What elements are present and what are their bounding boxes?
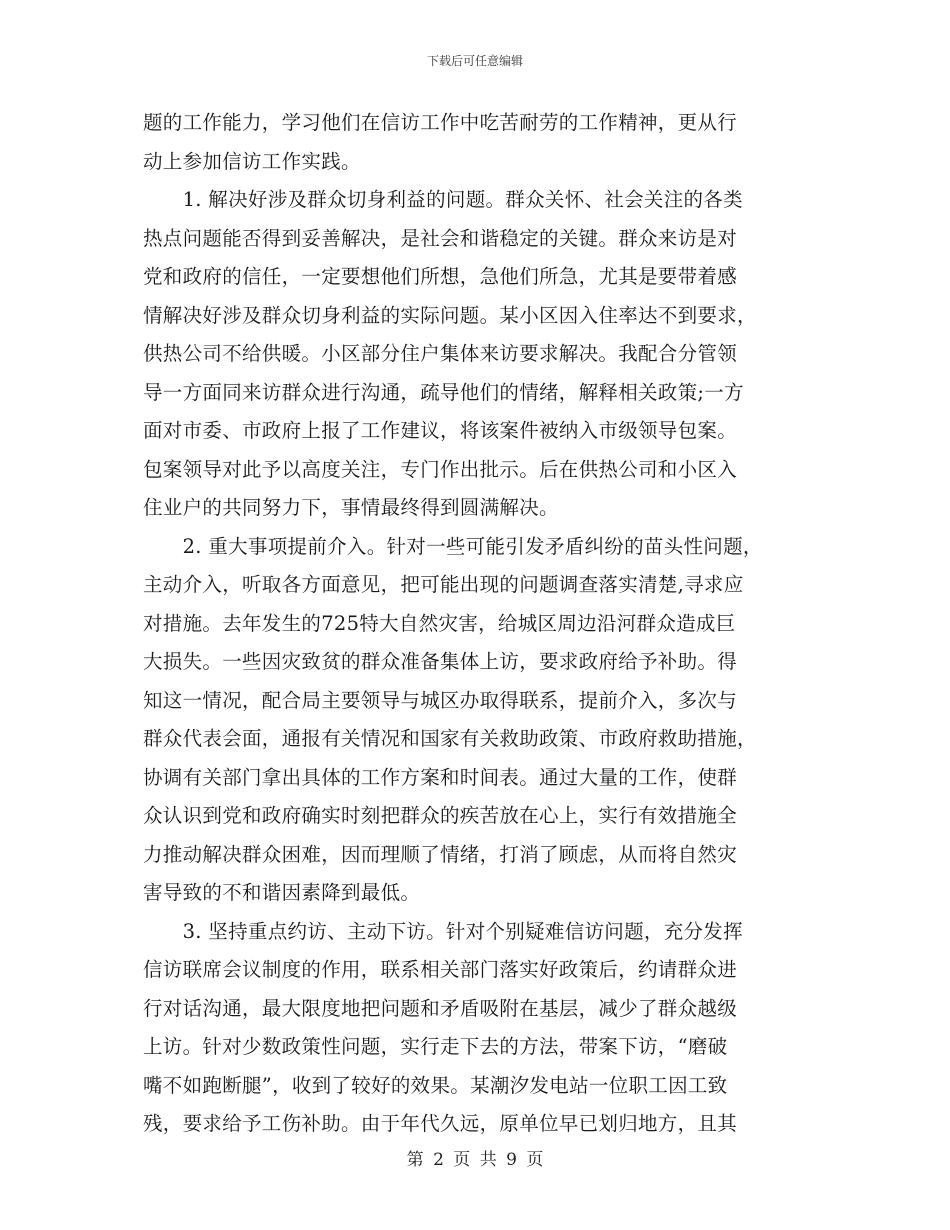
text-line: 党和政府的信任，一定要想他们所想，急他们所急，尤其是要带着感 bbox=[143, 265, 738, 288]
text-line: 嘴不如跑断腿”，收到了较好的效果。某潮汐发电站一位职工因工致 bbox=[143, 1073, 728, 1097]
text-line: 群众代表会面，通报有关情况和国家有关救助政策、市政府救助措施， bbox=[143, 727, 757, 750]
text-line: 信访联席会议制度的作用，联系相关部门落实好政策后，约请群众进 bbox=[143, 958, 738, 981]
page-header: 下载后可任意编辑 bbox=[426, 54, 523, 68]
text-line: 大损失。一些因灾致贫的群众准备集体上访，要求政府给予补助。得 bbox=[143, 650, 738, 673]
text-line: 知这一情况，配合局主要领导与城区办取得联系，提前介入，多次与 bbox=[143, 688, 738, 712]
text-line: 情解决好涉及群众切身利益的实际问题。某小区因入住率达不到要求， bbox=[143, 303, 757, 327]
text-line: 协调有关部门拿出具体的工作方案和时间表。通过大量的工作，使群 bbox=[143, 765, 738, 789]
text-line: 导一方面同来访群众进行沟通，疏导他们的情绪，解释相关政策;一方 bbox=[143, 380, 744, 404]
text-line: 上访。针对少数政策性问题，实行走下去的方法，带案下访，“磨破 bbox=[143, 1035, 728, 1058]
text-line: 供热公司不给供暖。小区部分住户集体来访要求解决。我配合分管领 bbox=[143, 342, 738, 365]
text-line: 害导致的不和谐因素降到最低。 bbox=[143, 881, 421, 904]
text-line: 面对市委、市政府上报了工作建议，将该案件被纳入市级领导包案。 bbox=[143, 419, 738, 442]
text-line: 包案领导对此予以高度关注，专门作出批示。后在供热公司和小区入 bbox=[143, 457, 738, 481]
text-line: 对措施。去年发生的725特大自然灾害，给城区周边沿河群众造成巨 bbox=[143, 611, 736, 635]
text-line: 行对话沟通，最大限度地把问题和矛盾吸附在基层，减少了群众越级 bbox=[143, 996, 738, 1020]
text-line: 主动介入，听取各方面意见，把可能出现的问题调查落实清楚,寻求应 bbox=[143, 573, 744, 596]
text-line: 题的工作能力，学习他们在信访工作中吃苦耐劳的工作精神，更从行 bbox=[143, 111, 738, 134]
text-line: 动上参加信访工作实践。 bbox=[143, 149, 361, 173]
text-line: 住业户的共同努力下，事情最终得到圆满解决。 bbox=[143, 496, 559, 519]
text-line: 1. 解决好涉及群众切身利益的问题。群众关怀、社会关注的各类 bbox=[143, 188, 743, 211]
document-body bbox=[143, 104, 823, 1144]
text-line: 残，要求给予工伤补助。由于年代久远，原单位早已划归地方，且其 bbox=[143, 1112, 738, 1135]
text-line: 众认识到党和政府确实时刻把群众的疾苦放在心上，实行有效措施全 bbox=[143, 804, 738, 827]
text-line: 热点问题能否得到妥善解决，是社会和谐稳定的关键。群众来访是对 bbox=[143, 226, 738, 250]
page-footer: 第 2 页 共 9 页 bbox=[406, 1150, 544, 1170]
text-line: 3. 坚持重点约访、主动下访。针对个别疑难信访问题，充分发挥 bbox=[143, 919, 743, 943]
text-line: 力推动解决群众困难，因而理顺了情绪，打消了顾虑，从而将自然灾 bbox=[143, 842, 738, 866]
text-line: 2. 重大事项提前介入。针对一些可能引发矛盾纠纷的苗头性问题， bbox=[143, 534, 763, 558]
